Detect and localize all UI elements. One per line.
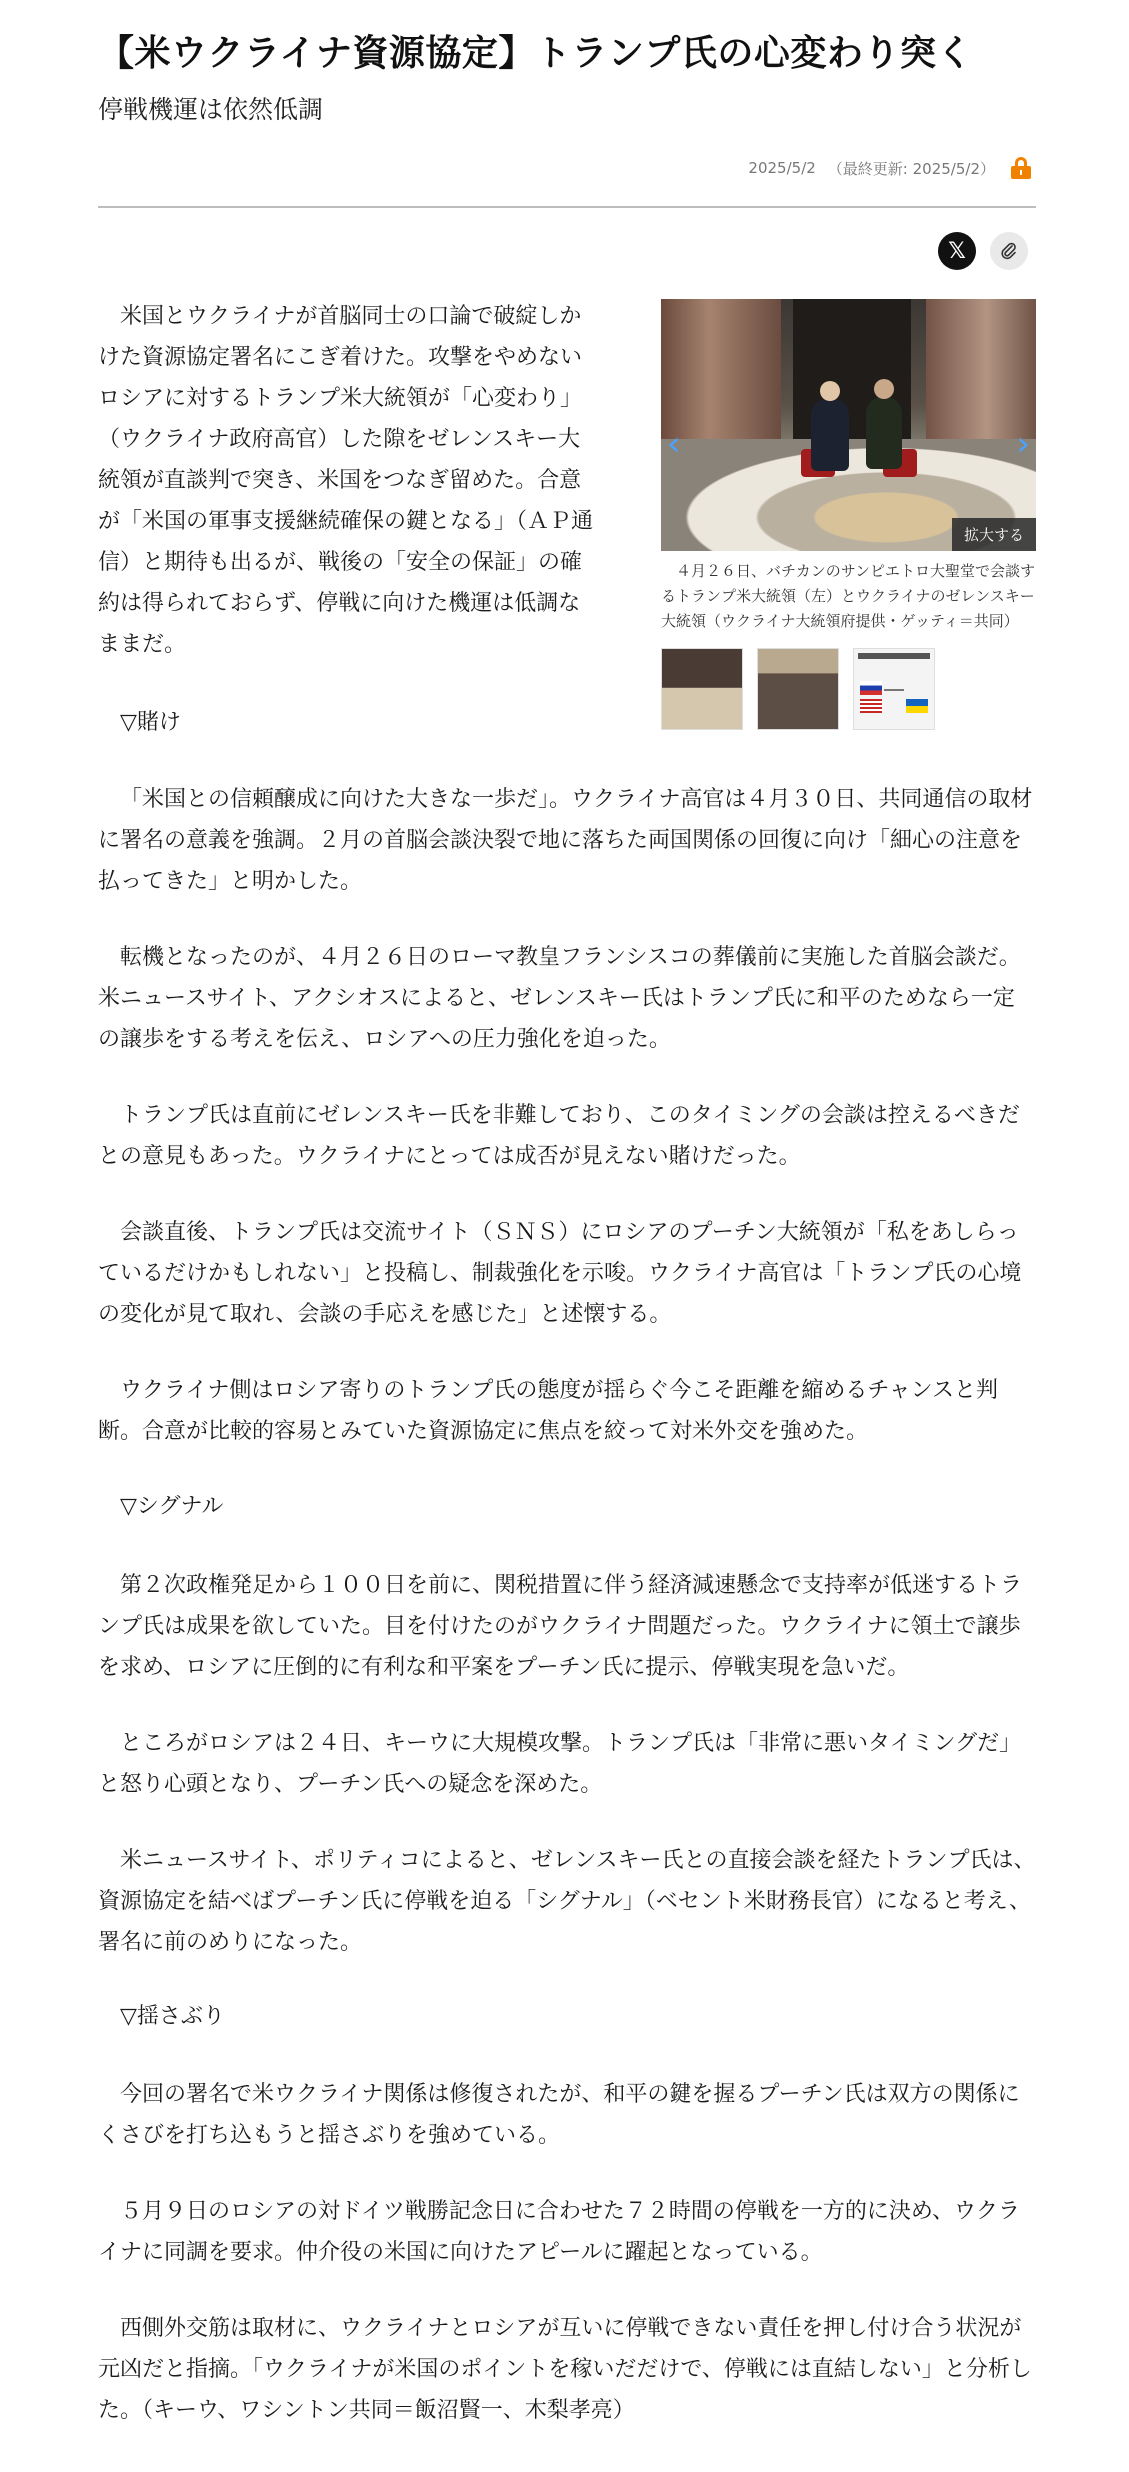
share-x-button[interactable]: 𝕏	[938, 232, 976, 270]
section-heading-signal: ▽シグナル	[120, 1494, 224, 1519]
paragraph: 米ニュースサイト、ポリティコによると、ゼレンスキー氏との直接会談を経たトランプ氏は、資源協定を結べばプーチン氏に停戦を迫る「シグナル」（ベセント米財務長官）になると考え、署名に前のめりになった。	[98, 1848, 1036, 1955]
title-divider	[98, 206, 1036, 208]
section-heading-shakeup: ▽揺さぶり	[120, 2004, 225, 2029]
paragraph: 転機となったのが、４月２６日のローマ教皇フランシスコの葬儀前に実施した首脳会談だ。米ニュースサイト、アクシオスによると、ゼレンスキー氏はトランプ氏に和平のためなら一定の譲歩をする考えを伝え、ロシアへの圧力強化を迫った。	[98, 945, 1021, 1052]
paragraph: ところがロシアは２４日、キーウに大規模攻撃。トランプ氏は「非常に悪いタイミングだ」と怒り心頭となり、プーチン氏への疑念を深めた。	[98, 1731, 1022, 1797]
thumbnail-2[interactable]	[757, 648, 839, 730]
section-heading-bet: ▽賭け	[120, 710, 181, 735]
paragraph: 会談直後、トランプ氏は交流サイト（ＳＮＳ）にロシアのプーチン大統領が「私をあしらっているだけかもしれない」と投稿し、制裁強化を示唆。ウクライナ高官は「トランプ氏の心境の変化が見て取れ、会談の手応えを感じた」と述懐する。	[98, 1220, 1022, 1327]
thumbnail-1[interactable]	[661, 648, 743, 730]
prev-photo-arrow-icon[interactable]: ‹	[667, 424, 681, 464]
paragraph: トランプ氏は直前にゼレンスキー氏を非難しており、このタイミングの会談は控えるべきだとの意見もあった。ウクライナにとっては成否が見えない賭けだった。	[98, 1103, 1020, 1169]
paragraph: ウクライナ側はロシア寄りのトランプ氏の態度が揺らぐ今こそ距離を縮めるチャンスと判断。合意が比較的容易とみていた資源協定に焦点を絞って対米外交を強めた。	[98, 1378, 999, 1444]
paragraph: 今回の署名で米ウクライナ関係は修復されたが、和平の鍵を握るプーチン氏は双方の関係にくさびを打ち込もうと揺さぶりを強めている。	[98, 2082, 1020, 2148]
intro-paragraph: 米国とウクライナが首脳同士の口論で破綻しかけた資源協定署名にこぎ着けた。攻撃をやめないロシアに対するトランプ米大統領が「心変わり」（ウクライナ政府高官）した隙をゼレンスキー大統領が直談判で突き、米国をつなぎ留めた。合意が「米国の軍事支援継続確保の鍵となる」（ＡＰ通信）と期待も出るが、戦後の「安全の保証」の確約は得られておらず、停戦に向けた機運は低調なままだ。	[98, 304, 594, 657]
thumbnail-3[interactable]	[853, 648, 935, 730]
article-title: 【米ウクライナ資源協定】トランプ氏の心変わり突く	[98, 33, 973, 74]
updated-date: （最終更新: 2025/5/2）	[827, 159, 995, 178]
paragraph: ５月９日のロシアの対ドイツ戦勝記念日に合わせた７２時間の停戦を一方的に決め、ウクライナに同調を要求。仲介役の米国に向けたアピールに躍起となっている。	[98, 2199, 1021, 2265]
next-photo-arrow-icon[interactable]: ›	[1016, 424, 1030, 464]
lock-icon	[1011, 157, 1031, 179]
paragraph: 「米国との信頼醸成に向けた大きな一歩だ」。ウクライナ高官は４月３０日、共同通信の取材に署名の意義を強調。２月の首脳会談決裂で地に落ちた両国関係の回復に向け「細心の注意を払ってきた」と明かした。	[98, 787, 1033, 894]
paperclip-icon	[999, 241, 1019, 261]
thumbnail-strip	[661, 648, 1036, 730]
photo-caption: ４月２６日、バチカンのサンピエトロ大聖堂で会談するトランプ米大統領（左）とウクライナのゼレンスキー大統領（ウクライナ大統領府提供・ゲッティ＝共同）	[661, 562, 1035, 630]
main-photo[interactable]	[661, 299, 1036, 551]
photo-figure	[661, 299, 1036, 730]
paragraph: 西側外交筋は取材に、ウクライナとロシアが互いに停戦できない責任を押し付け合う状況が元凶だと指摘。「ウクライナが米国のポイントを稼いだだけで、停戦には直結しない」と分析した。（キーウ、ワシントン共同＝飯沼賢一、木梨孝亮）	[98, 2316, 1032, 2423]
article-meta	[748, 156, 1031, 180]
publish-date: 2025/5/2	[748, 159, 816, 177]
enlarge-button[interactable]: 拡大する	[952, 518, 1036, 551]
paragraph: 第２次政権発足から１００日を前に、関税措置に伴う経済減速懸念で支持率が低迷するトランプ氏は成果を欲していた。目を付けたのがウクライナ問題だった。ウクライナに領土で譲歩を求め、ロシアに圧倒的に有利な和平案をプーチン氏に提示、停戦実現を急いだ。	[98, 1573, 1023, 1680]
copy-link-button[interactable]	[990, 232, 1028, 270]
article-subtitle: 停戦機運は依然低調	[98, 95, 324, 124]
